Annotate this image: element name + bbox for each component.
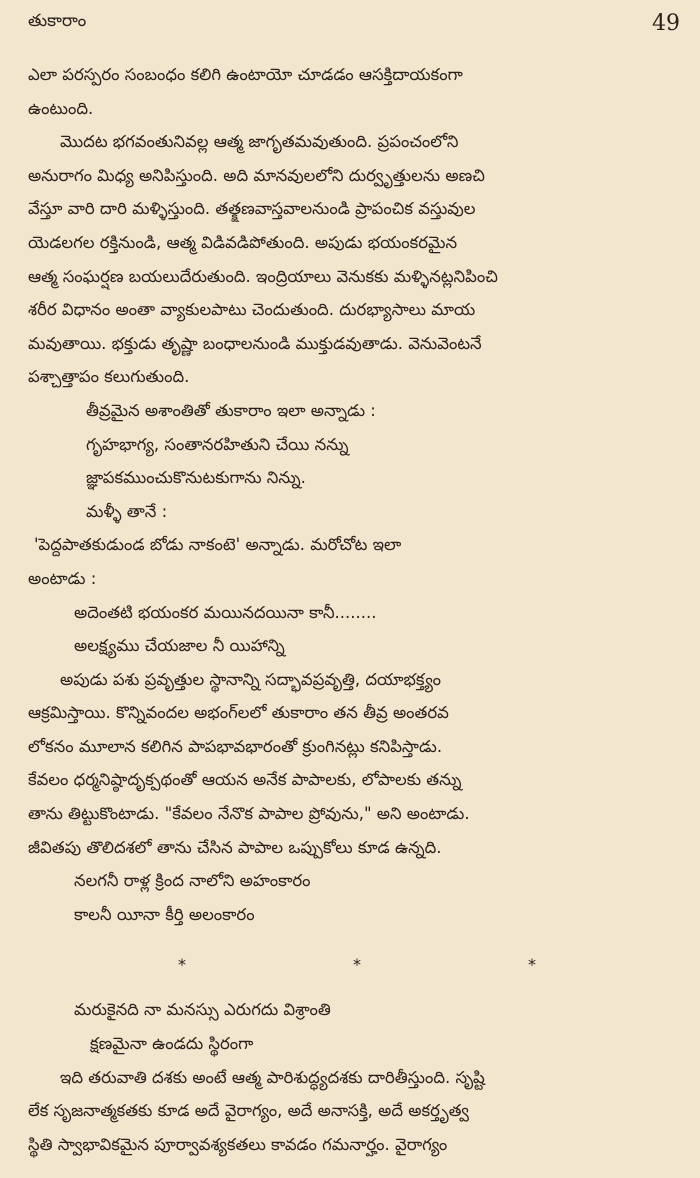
text-line: ఆక్రమిస్తాయి. కొన్నివందల అభంగ్‌లలో తుకారాం తన తీవ్ర అంతరవ [28, 703, 449, 723]
verse-line: అలక్ష్యము చేయజాల నీ యిహాన్ని [74, 636, 285, 656]
text-line: లేక సృజనాత్మకతకు కూడ అదే వైరాగ్యం, అదే అనాసక్తి, అదే అకర్తృత్వ [28, 1101, 469, 1121]
separator-star: * [353, 954, 361, 974]
verse-line: మరుకైనది నా మనస్సు ఎరుగదు విశ్రాంతి [74, 1000, 331, 1020]
text-line: అపుడు పశు ప్రవృత్తుల స్థానాన్ని సద్భావప్రవృత్తి, దయాభక్త్యం [60, 669, 442, 689]
text-line: తీవ్రమైన అశాంతితో తుకారాం ఇలా అన్నాడు : [86, 400, 376, 420]
section-separator [28, 931, 684, 981]
running-head: తుకారాం [28, 11, 87, 31]
separator-star: * [178, 954, 186, 974]
verse-line: గృహభాగ్య, సంతానరహితుని చేయి నన్ను [86, 434, 349, 454]
text-line: మళ్ళీ తానే : [86, 501, 168, 521]
verse-line: జ్ఞాపకముంచుకొనుటకుగాను నిన్ను. [86, 468, 306, 488]
text-line: ఉంటుంది. [28, 98, 94, 118]
verse-line: క్షణమైనా ఉండదు స్థిరంగా [90, 1034, 254, 1054]
text-line: స్థితి స్వాభావికమైన పూర్వావశ్యకతలు కావడం గమనార్హం. వైరాగ్యం [28, 1134, 448, 1154]
text-line: కేవలం ధర్మనిష్ఠాదృక్పథంతో ఆయన అనేక పాపాలకు, లోపాలకు తన్ను [28, 770, 462, 790]
text-line: అనురాగం మిధ్య అనిపిస్తుంది. అది మానవులలోని దుర్వృత్తులను అణచి [28, 165, 485, 185]
text-line: శరీర విధానం అంతా వ్యాకులపాటు చెందుతుంది. దురభ్యాసాలు మాయ [28, 300, 476, 320]
text-line: తాను తిట్టుకొంటాడు. "కేవలం నేనొక పాపాల ప్రోవును," అని అంటాడు. [28, 804, 470, 824]
text-line: ఇది తరువాతి దశకు అంటే ఆత్మ పారిశుద్ధ్యదశకు దారితీస్తుంది. సృష్టి [60, 1067, 485, 1087]
verse-line: నలగనీ రాళ్ల క్రింద నాలోని అహంకారం [74, 871, 311, 891]
text-line: అంటాడు : [28, 568, 97, 588]
text-line: యెడలగల రక్తినుండి, ఆత్మ విడివడిపోతుంది. అపుడు భయంకరమైన [28, 232, 458, 252]
separator-star: * [528, 954, 536, 974]
text-line: పశ్చాత్తాపం కలుగుతుంది. [28, 367, 190, 387]
text-line: లోకనం మూలాన కలిగిన పాపభావభారంతో క్రుంగినట్లు కనిపిస్తాడు. [28, 736, 443, 756]
text-line: మొదట భగవంతునివల్ల ఆత్మ జాగృతమవుతుంది. ప్రపంచంలోని [60, 132, 459, 152]
text-line: మవుతాయి. భక్తుడు తృష్ణా బంధాలనుండి ముక్తుడవుతాడు. వెనువెంటనే [28, 333, 482, 353]
verse-line: కాలనీ యీనా కీర్తి అలంకారం [74, 904, 255, 924]
text-line: వేస్తూ వారి దారి మళ్ళిస్తుంది. తత్క్షణవాస్తవాలనుండి ప్రాపంచిక వస్తువుల [28, 199, 476, 219]
text-line: జీవితపు తొలిదశలో తాను చేసిన పాపాల ఒప్పుకోలు కూడ ఉన్నది. [28, 837, 442, 857]
page-number: 49 [652, 10, 680, 36]
verse-line: అదెంతటి భయంకర మయినదయినా కానీ........ [74, 602, 377, 622]
text-line: 'పెద్దపాతకుడుండ బోడు నాకంటె' అన్నాడు. మరోచోట ఇలా [34, 535, 402, 555]
body-text [28, 58, 684, 1161]
text-line: ఆత్మ సంఘర్షణ బయలుదేరుతుంది. ఇంద్రియాలు వెనుకకు మళ్ళినట్లనిపించి [28, 266, 498, 286]
text-line: ఎలా పరస్పరం సంబంధం కలిగి ఉంటాయో చూడడం ఆసక్తిదాయకంగా [28, 65, 463, 84]
page-header [28, 8, 680, 38]
